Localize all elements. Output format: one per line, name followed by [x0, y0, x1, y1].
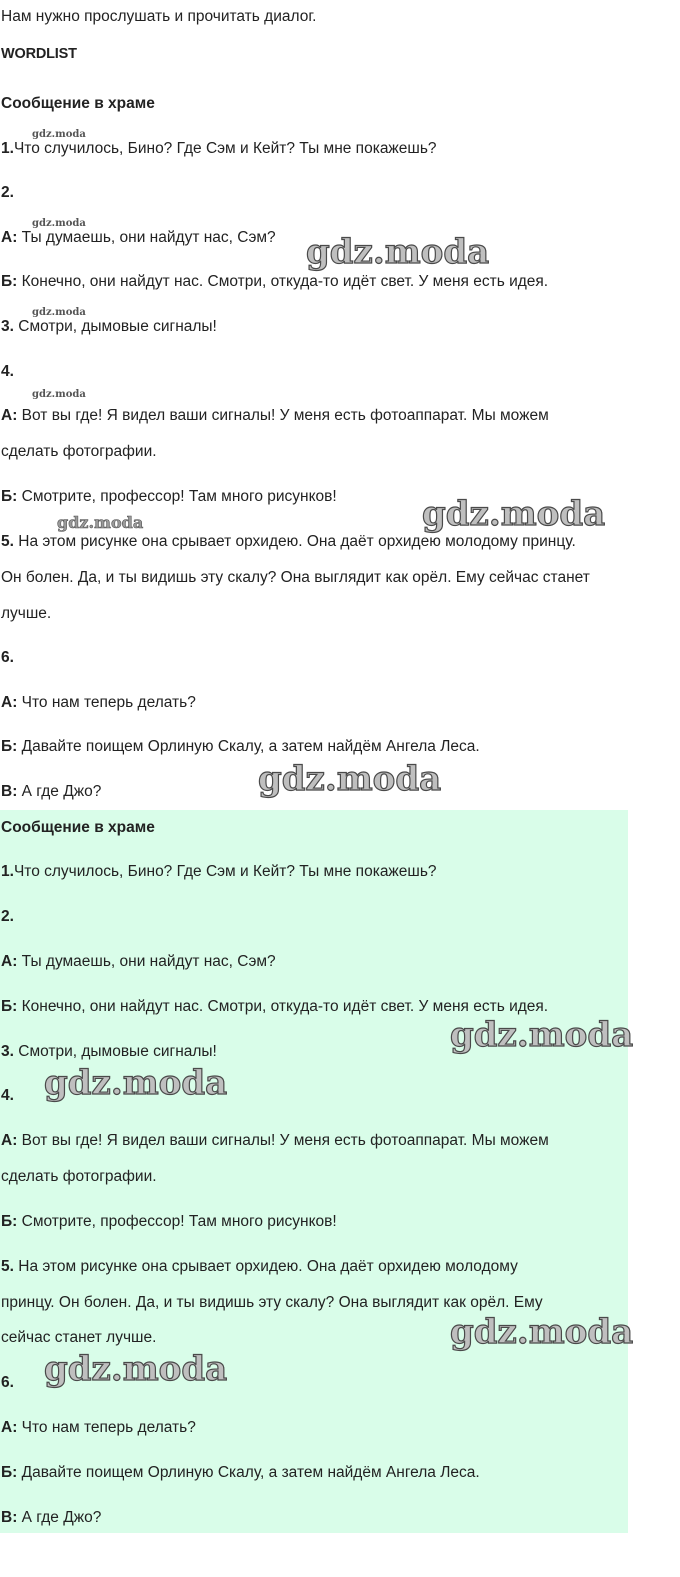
dialog-line: 2.: [1, 184, 14, 201]
dialog-line: сделать фотографии.: [1, 1168, 157, 1185]
watermark-logo: gdz.moda: [306, 232, 490, 272]
watermark-logo: gdz.moda: [32, 218, 86, 229]
wordlist-label: WORDLIST: [1, 46, 77, 62]
watermark-logo: gdz.moda: [422, 494, 606, 534]
watermark-logo: gdz.moda: [44, 1349, 228, 1389]
dialog-line: Б: Давайте поищем Орлиную Скалу, а затем найдём Ангела Леса.: [1, 1464, 480, 1481]
intro-text: Нам нужно прослушать и прочитать диалог.: [1, 8, 317, 25]
dialog-line: 3. Смотри, дымовые сигналы!: [1, 1043, 217, 1060]
dialog-line: А: Ты думаешь, они найдут нас, Сэм?: [1, 229, 276, 246]
watermark-logo: gdz.moda: [57, 513, 144, 532]
dialog-line: 5. На этом рисунке она срывает орхидею. Она даёт орхидею молодому: [1, 1258, 518, 1275]
dialog-line: 5. На этом рисунке она срывает орхидею. Она даёт орхидею молодому принцу.: [1, 533, 576, 550]
watermark-logo: gdz.moda: [32, 389, 86, 400]
dialog-line: В: А где Джо?: [1, 1509, 102, 1526]
dialog-line: А: Что нам теперь делать?: [1, 1419, 196, 1436]
section-2-heading: Сообщение в храме: [1, 819, 155, 836]
dialog-line: 6.: [1, 649, 14, 666]
dialog-line: Б: Давайте поищем Орлиную Скалу, а затем найдём Ангела Леса.: [1, 738, 480, 755]
dialog-line: А: Ты думаешь, они найдут нас, Сэм?: [1, 953, 276, 970]
dialog-line: 4.: [1, 363, 14, 380]
dialog-line: Он болен. Да, и ты видишь эту скалу? Она выглядит как орёл. Ему сейчас станет: [1, 569, 590, 586]
watermark-logo: gdz.moda: [32, 129, 86, 140]
dialog-line: 3. Смотри, дымовые сигналы!: [1, 318, 217, 335]
watermark-logo: gdz.moda: [32, 307, 86, 318]
dialog-line: А: Вот вы где! Я видел ваши сигналы! У меня есть фотоаппарат. Мы можем: [1, 1132, 549, 1149]
dialog-line: сейчас станет лучше.: [1, 1329, 157, 1346]
dialog-line: лучше.: [1, 605, 52, 622]
dialog-line: 6.: [1, 1374, 14, 1391]
dialog-line: Б: Конечно, они найдут нас. Смотри, откуда-то идёт свет. У меня есть идея.: [1, 273, 549, 290]
dialog-line: Б: Смотрите, профессор! Там много рисунков!: [1, 488, 337, 505]
watermark-logo: gdz.moda: [450, 1015, 634, 1055]
dialog-line: сделать фотографии.: [1, 443, 157, 460]
dialog-line: 1.Что случилось, Бино? Где Сэм и Кейт? Ты мне покажешь?: [1, 863, 437, 880]
dialog-line: Б: Смотрите, профессор! Там много рисунков!: [1, 1213, 337, 1230]
dialog-line: А: Вот вы где! Я видел ваши сигналы! У меня есть фотоаппарат. Мы можем: [1, 407, 549, 424]
dialog-line: 1.Что случилось, Бино? Где Сэм и Кейт? Ты мне покажешь?: [1, 140, 437, 157]
dialog-line: В: А где Джо?: [1, 783, 102, 800]
dialog-line: принцу. Он болен. Да, и ты видишь эту скалу? Она выглядит как орёл. Ему: [1, 1294, 543, 1311]
watermark-logo: gdz.moda: [258, 759, 442, 799]
dialog-line: Б: Конечно, они найдут нас. Смотри, откуда-то идёт свет. У меня есть идея.: [1, 998, 549, 1015]
watermark-logo: gdz.moda: [44, 1063, 228, 1103]
dialog-line: А: Что нам теперь делать?: [1, 694, 196, 711]
dialog-line: 2.: [1, 908, 14, 925]
dialog-line: 4.: [1, 1087, 14, 1104]
section-1-heading: Сообщение в храме: [1, 95, 155, 112]
watermark-logo: gdz.moda: [450, 1312, 634, 1352]
